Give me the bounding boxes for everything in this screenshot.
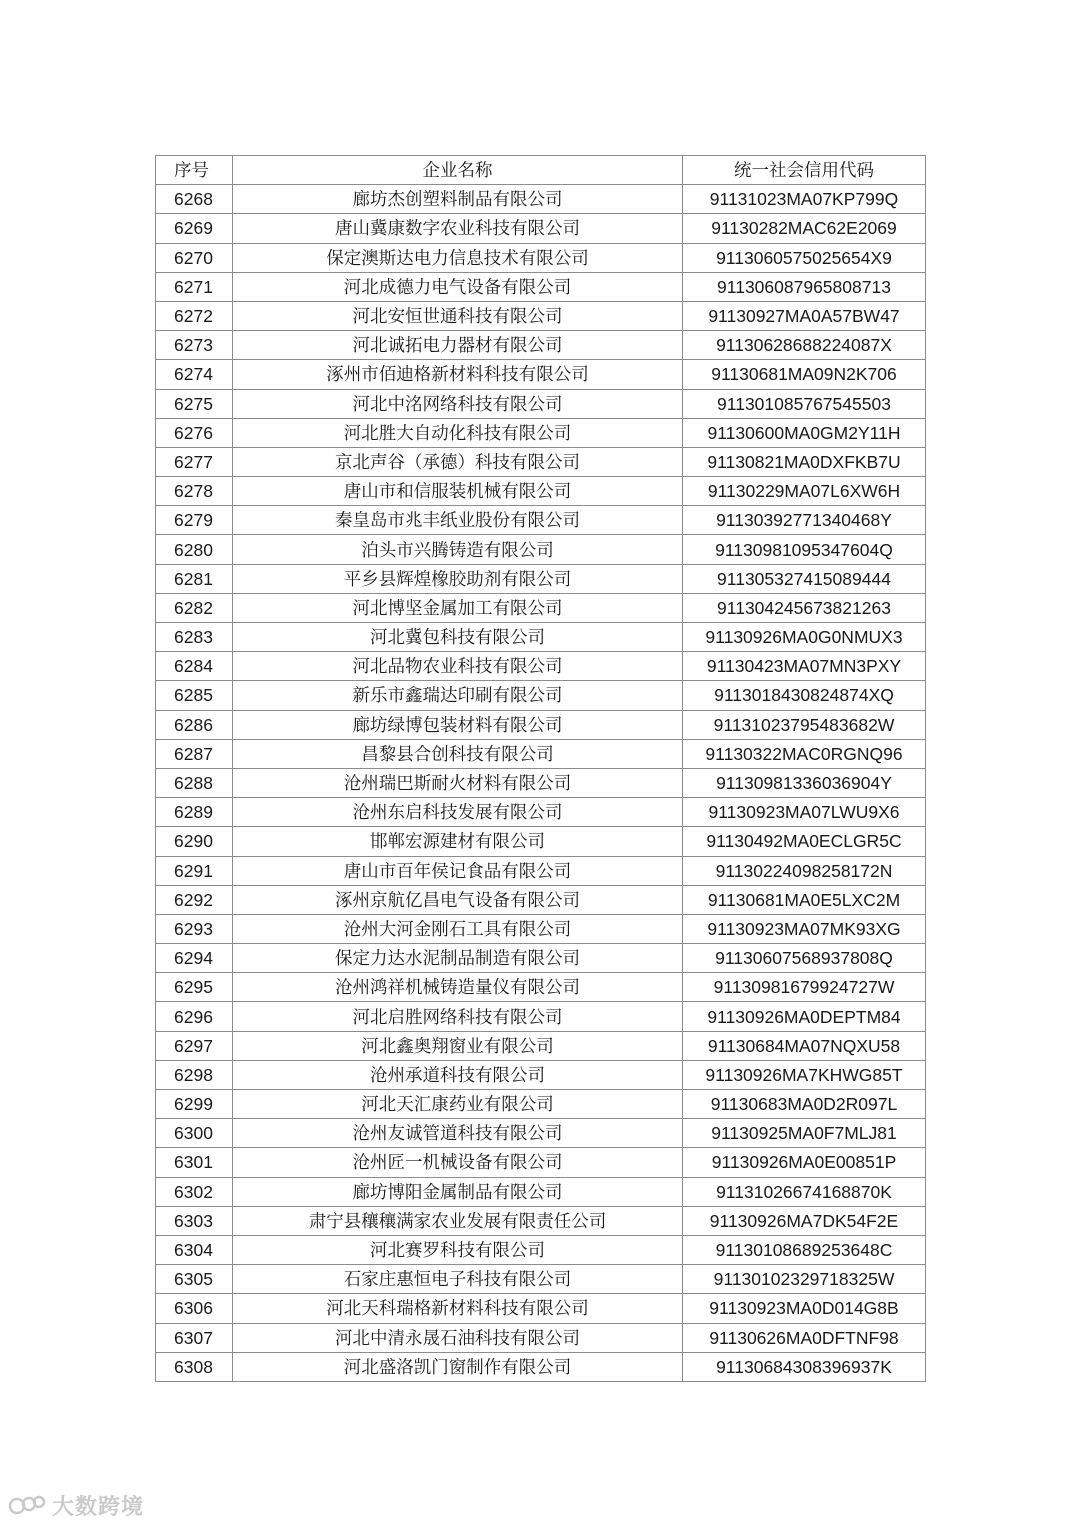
cell-credit-code: 91130681MA0E5LXC2M — [683, 885, 926, 914]
cell-company-name: 河北天汇康药业有限公司 — [233, 1090, 683, 1119]
table-row — [156, 593, 926, 622]
cell-serial-number: 6274 — [156, 360, 233, 389]
cell-serial-number: 6299 — [156, 1090, 233, 1119]
cell-serial-number: 6293 — [156, 914, 233, 943]
cell-credit-code: 91130926MA0E00851P — [683, 1148, 926, 1177]
cell-company-name: 沧州瑞巴斯耐火材料有限公司 — [233, 768, 683, 797]
header-serial-number: 序号 — [156, 156, 233, 185]
table-header-row — [156, 156, 926, 185]
cell-credit-code: 911301085767545503 — [683, 389, 926, 418]
cell-credit-code: 91130684308396937K — [683, 1352, 926, 1381]
cell-company-name: 保定力达水泥制品制造有限公司 — [233, 944, 683, 973]
table-row — [156, 1090, 926, 1119]
cell-credit-code: 91130229MA07L6XW6H — [683, 477, 926, 506]
table-row — [156, 185, 926, 214]
cell-serial-number: 6284 — [156, 652, 233, 681]
company-table — [155, 155, 926, 1382]
cell-credit-code: 9113018430824874XQ — [683, 681, 926, 710]
cell-credit-code: 91130926MA0G0NMUX3 — [683, 623, 926, 652]
cell-credit-code: 91131023MA07KP799Q — [683, 185, 926, 214]
table-row — [156, 1323, 926, 1352]
table-row — [156, 1060, 926, 1089]
cell-serial-number: 6306 — [156, 1294, 233, 1323]
cell-serial-number: 6285 — [156, 681, 233, 710]
cell-serial-number: 6302 — [156, 1177, 233, 1206]
cell-company-name: 沧州东启科技发展有限公司 — [233, 798, 683, 827]
table-row — [156, 944, 926, 973]
cell-serial-number: 6301 — [156, 1148, 233, 1177]
cell-serial-number: 6270 — [156, 243, 233, 272]
cell-credit-code: 9113060575025654X9 — [683, 243, 926, 272]
cell-credit-code: 91130108689253648C — [683, 1235, 926, 1264]
cell-company-name: 秦皇岛市兆丰纸业股份有限公司 — [233, 506, 683, 535]
table-row — [156, 1294, 926, 1323]
cell-company-name: 河北天科瑞格新材料科技有限公司 — [233, 1294, 683, 1323]
table-row — [156, 1119, 926, 1148]
watermark — [8, 1490, 144, 1521]
cell-credit-code: 91130926MA7KHWG85T — [683, 1060, 926, 1089]
cell-serial-number: 6289 — [156, 798, 233, 827]
table-row — [156, 681, 926, 710]
cell-credit-code: 91130821MA0DXFKB7U — [683, 447, 926, 476]
watermark-logo-icon — [8, 1493, 48, 1519]
table-row — [156, 710, 926, 739]
cell-company-name: 泊头市兴腾铸造有限公司 — [233, 535, 683, 564]
table-row — [156, 243, 926, 272]
cell-serial-number: 6308 — [156, 1352, 233, 1381]
cell-company-name: 廊坊绿博包装材料有限公司 — [233, 710, 683, 739]
table-row — [156, 798, 926, 827]
table-row — [156, 506, 926, 535]
cell-serial-number: 6300 — [156, 1119, 233, 1148]
table-row — [156, 535, 926, 564]
table-row — [156, 477, 926, 506]
cell-company-name: 河北中洺网络科技有限公司 — [233, 389, 683, 418]
cell-serial-number: 6275 — [156, 389, 233, 418]
table-row — [156, 623, 926, 652]
cell-credit-code: 91130923MA0D014G8B — [683, 1294, 926, 1323]
watermark-text: 大数跨境 — [52, 1494, 145, 1519]
cell-company-name: 河北启胜网络科技有限公司 — [233, 1002, 683, 1031]
cell-serial-number: 6280 — [156, 535, 233, 564]
table-body — [156, 185, 926, 1382]
cell-credit-code: 91130981095347604Q — [683, 535, 926, 564]
cell-company-name: 河北盛洛凯门窗制作有限公司 — [233, 1352, 683, 1381]
cell-company-name: 河北中清永晟石油科技有限公司 — [233, 1323, 683, 1352]
cell-serial-number: 6297 — [156, 1031, 233, 1060]
cell-credit-code: 91130492MA0ECLGR5C — [683, 827, 926, 856]
cell-company-name: 河北胜大自动化科技有限公司 — [233, 418, 683, 447]
cell-company-name: 石家庄惠恒电子科技有限公司 — [233, 1265, 683, 1294]
cell-credit-code: 91131023795483682W — [683, 710, 926, 739]
cell-company-name: 昌黎县合创科技有限公司 — [233, 739, 683, 768]
header-credit-code: 统一社会信用代码 — [683, 156, 926, 185]
table-row — [156, 389, 926, 418]
table-row — [156, 1002, 926, 1031]
cell-credit-code: 91130423MA07MN3PXY — [683, 652, 926, 681]
table-row — [156, 827, 926, 856]
table-row — [156, 360, 926, 389]
cell-serial-number: 6294 — [156, 944, 233, 973]
cell-credit-code: 91130683MA0D2R097L — [683, 1090, 926, 1119]
cell-credit-code: 91130923MA07MK93XG — [683, 914, 926, 943]
cell-company-name: 沧州大河金刚石工具有限公司 — [233, 914, 683, 943]
cell-credit-code: 91130626MA0DFTNF98 — [683, 1323, 926, 1352]
cell-serial-number: 6271 — [156, 272, 233, 301]
table-row — [156, 856, 926, 885]
cell-serial-number: 6307 — [156, 1323, 233, 1352]
table-row — [156, 1206, 926, 1235]
cell-company-name: 河北博坚金属加工有限公司 — [233, 593, 683, 622]
table-row — [156, 564, 926, 593]
cell-serial-number: 6286 — [156, 710, 233, 739]
cell-company-name: 肃宁县穰穰满家农业发展有限责任公司 — [233, 1206, 683, 1235]
cell-serial-number: 6283 — [156, 623, 233, 652]
cell-credit-code: 91130282MAC62E2069 — [683, 214, 926, 243]
cell-company-name: 河北冀包科技有限公司 — [233, 623, 683, 652]
cell-serial-number: 6296 — [156, 1002, 233, 1031]
cell-company-name: 沧州友诚管道科技有限公司 — [233, 1119, 683, 1148]
cell-credit-code: 91130681MA09N2K706 — [683, 360, 926, 389]
table-row — [156, 1265, 926, 1294]
cell-credit-code: 91130925MA0F7MLJ81 — [683, 1119, 926, 1148]
cell-company-name: 廊坊杰创塑料制品有限公司 — [233, 185, 683, 214]
cell-serial-number: 6272 — [156, 301, 233, 330]
cell-serial-number: 6277 — [156, 447, 233, 476]
cell-serial-number: 6305 — [156, 1265, 233, 1294]
cell-serial-number: 6281 — [156, 564, 233, 593]
cell-company-name: 邯郸宏源建材有限公司 — [233, 827, 683, 856]
cell-serial-number: 6290 — [156, 827, 233, 856]
cell-credit-code: 91130322MAC0RGNQ96 — [683, 739, 926, 768]
cell-serial-number: 6292 — [156, 885, 233, 914]
cell-company-name: 河北成德力电气设备有限公司 — [233, 272, 683, 301]
cell-credit-code: 91130981336036904Y — [683, 768, 926, 797]
cell-company-name: 沧州鸿祥机械铸造量仪有限公司 — [233, 973, 683, 1002]
cell-serial-number: 6298 — [156, 1060, 233, 1089]
cell-company-name: 唐山冀康数字农业科技有限公司 — [233, 214, 683, 243]
cell-serial-number: 6279 — [156, 506, 233, 535]
cell-company-name: 涿州市佰迪格新材料科技有限公司 — [233, 360, 683, 389]
table-row — [156, 885, 926, 914]
cell-credit-code: 91130600MA0GM2Y11H — [683, 418, 926, 447]
cell-credit-code: 911305327415089444 — [683, 564, 926, 593]
table-row — [156, 418, 926, 447]
cell-company-name: 河北诚拓电力器材有限公司 — [233, 331, 683, 360]
cell-serial-number: 6269 — [156, 214, 233, 243]
cell-credit-code: 91130628688224087X — [683, 331, 926, 360]
cell-company-name: 廊坊博阳金属制品有限公司 — [233, 1177, 683, 1206]
table-row — [156, 1177, 926, 1206]
cell-credit-code: 91130684MA07NQXU58 — [683, 1031, 926, 1060]
cell-credit-code: 91130926MA7DK54F2E — [683, 1206, 926, 1235]
table-row — [156, 1235, 926, 1264]
cell-credit-code: 91130981679924727W — [683, 973, 926, 1002]
cell-credit-code: 91131026674168870K — [683, 1177, 926, 1206]
cell-company-name: 唐山市百年侯记食品有限公司 — [233, 856, 683, 885]
header-company-name: 企业名称 — [233, 156, 683, 185]
table-row — [156, 768, 926, 797]
cell-credit-code: 91130392771340468Y — [683, 506, 926, 535]
table-row — [156, 331, 926, 360]
table-row — [156, 973, 926, 1002]
table-row — [156, 301, 926, 330]
table-row — [156, 739, 926, 768]
table-row — [156, 214, 926, 243]
cell-serial-number: 6288 — [156, 768, 233, 797]
table-row — [156, 914, 926, 943]
cell-credit-code: 91130224098258172N — [683, 856, 926, 885]
table-row — [156, 652, 926, 681]
cell-credit-code: 91130923MA07LWU9X6 — [683, 798, 926, 827]
cell-company-name: 京北声谷（承德）科技有限公司 — [233, 447, 683, 476]
cell-company-name: 新乐市鑫瑞达印刷有限公司 — [233, 681, 683, 710]
cell-serial-number: 6282 — [156, 593, 233, 622]
cell-company-name: 涿州京航亿昌电气设备有限公司 — [233, 885, 683, 914]
cell-serial-number: 6287 — [156, 739, 233, 768]
cell-credit-code: 91130607568937808Q — [683, 944, 926, 973]
cell-serial-number: 6303 — [156, 1206, 233, 1235]
cell-serial-number: 6268 — [156, 185, 233, 214]
cell-company-name: 河北安恒世通科技有限公司 — [233, 301, 683, 330]
cell-company-name: 河北赛罗科技有限公司 — [233, 1235, 683, 1264]
table-row — [156, 1031, 926, 1060]
cell-credit-code: 911306087965808713 — [683, 272, 926, 301]
cell-company-name: 沧州匠一机械设备有限公司 — [233, 1148, 683, 1177]
cell-company-name: 保定澳斯达电力信息技术有限公司 — [233, 243, 683, 272]
cell-company-name: 唐山市和信服装机械有限公司 — [233, 477, 683, 506]
cell-company-name: 沧州承道科技有限公司 — [233, 1060, 683, 1089]
cell-serial-number: 6273 — [156, 331, 233, 360]
cell-credit-code: 911304245673821263 — [683, 593, 926, 622]
cell-serial-number: 6276 — [156, 418, 233, 447]
cell-credit-code: 91130926MA0DEPTM84 — [683, 1002, 926, 1031]
table-row — [156, 1148, 926, 1177]
cell-credit-code: 91130102329718325W — [683, 1265, 926, 1294]
cell-serial-number: 6304 — [156, 1235, 233, 1264]
table-row — [156, 272, 926, 301]
cell-company-name: 平乡县辉煌橡胶助剂有限公司 — [233, 564, 683, 593]
cell-serial-number: 6278 — [156, 477, 233, 506]
cell-credit-code: 91130927MA0A57BW47 — [683, 301, 926, 330]
cell-serial-number: 6295 — [156, 973, 233, 1002]
table-row — [156, 1352, 926, 1381]
cell-serial-number: 6291 — [156, 856, 233, 885]
table-row — [156, 447, 926, 476]
cell-company-name: 河北鑫奥翔窗业有限公司 — [233, 1031, 683, 1060]
cell-company-name: 河北品物农业科技有限公司 — [233, 652, 683, 681]
